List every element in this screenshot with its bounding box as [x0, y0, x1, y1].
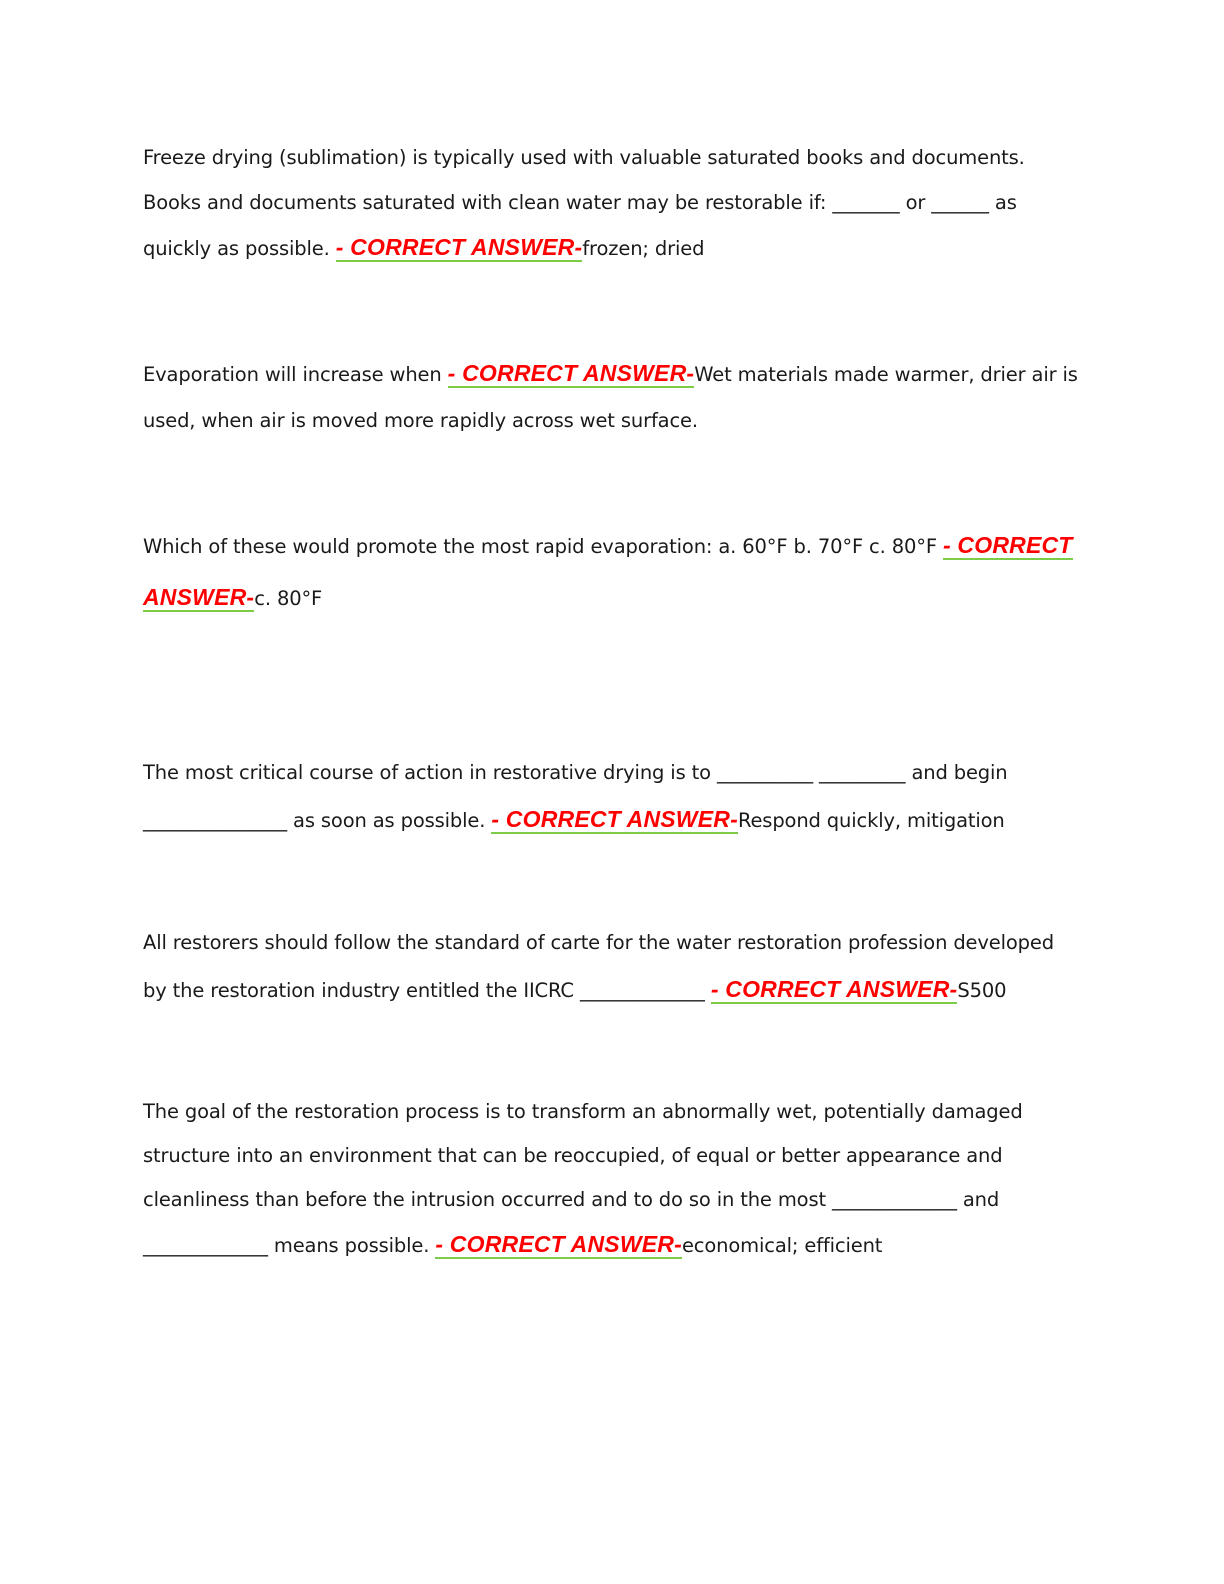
qa-item-1	[143, 135, 1083, 271]
answer-text: frozen; dried	[582, 237, 705, 260]
correct-answer-marker: - CORRECT ANSWER-	[491, 806, 738, 832]
qa-item-4	[143, 750, 1083, 844]
correct-answer-marker: - CORRECT ANSWER-	[435, 1231, 682, 1257]
question-text: Which of these would promote the most rapid evaporation: a. 60°F b. 70°F c. 80°F	[143, 535, 937, 558]
question-text: Evaporation will increase when	[143, 363, 442, 386]
qa-item-3	[143, 520, 1083, 624]
correct-answer-marker: - CORRECT ANSWER-	[143, 532, 1073, 610]
answer-text: c. 80°F	[254, 587, 323, 610]
correct-answer-marker: - CORRECT ANSWER-	[710, 976, 958, 1002]
qa-item-6	[143, 1090, 1083, 1268]
answer-text: S500	[957, 979, 1007, 1002]
qa-item-5	[143, 920, 1083, 1014]
answer-text: Respond quickly, mitigation	[737, 809, 1005, 832]
question-text: All restorers should follow the standard of carte for the water restoration profession developed by the restoration industry entitled the IICRC _____________	[143, 931, 1054, 1002]
question-text: The goal of the restoration process is to transform an abnormally wet, potentially damaged structure into an environment that can be reoccupied, of equal or better appearance and cleanliness than before the intrusion occurred and to do so in the most _____________ and _____________ means possible.	[143, 1100, 1023, 1257]
correct-answer-marker: - CORRECT ANSWER-	[447, 360, 695, 386]
qa-item-2	[143, 350, 1083, 444]
answer-text: Wet materials made warmer, drier air is used, when air is moved more rapidly across wet surface.	[143, 363, 1078, 432]
answer-text: economical; efficient	[681, 1234, 883, 1257]
question-text: The most critical course of action in restorative drying is to __________ _________ and begin _______________ as soon as possible.	[143, 761, 1008, 832]
question-text: Freeze drying (sublimation) is typically used with valuable saturated books and documents. Books and documents saturated with clean water may be restorable if: _______ or ______ as quickly as possible.	[143, 146, 1025, 260]
correct-answer-marker: - CORRECT ANSWER-	[335, 234, 583, 260]
